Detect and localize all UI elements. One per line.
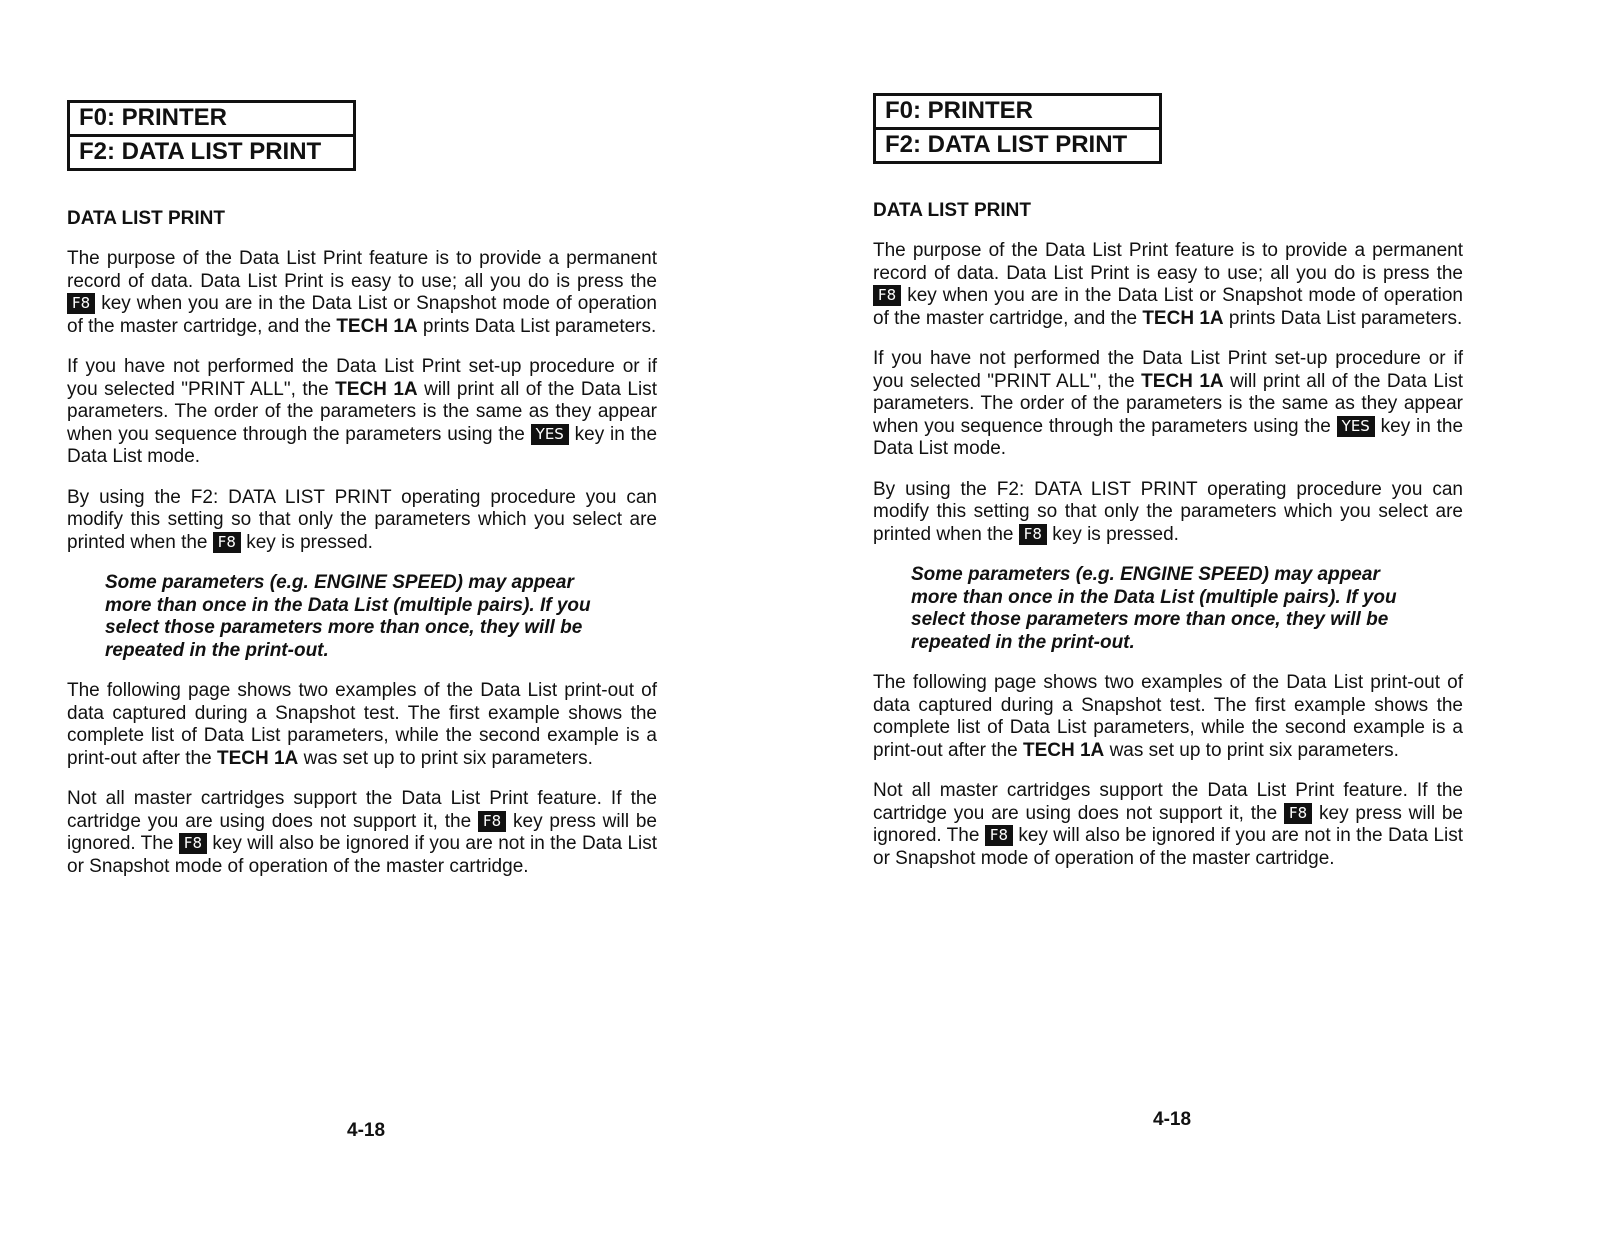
text: The purpose of the Data List Print feature is to provide a permanent record of data. Data List Print is easy to use; all you do is press the	[873, 240, 1463, 284]
paragraph-modify-setting	[873, 479, 1463, 547]
paragraph-print-all	[873, 348, 1463, 461]
text: key is pressed.	[246, 531, 373, 553]
note-multiple-pairs: Some parameters (e.g. ENGINE SPEED) may appear more than once in the Data List (multiple pairs). If you select those parameters more than once, they will be repeated in the print-out.	[911, 564, 1397, 653]
text: key is pressed.	[1052, 523, 1179, 545]
text: was set up to print six parameters.	[303, 747, 593, 769]
f8-key-icon: F8	[67, 293, 95, 314]
text: If you have not performed the Data List Print set-up procedure or if you selected "PRINT ALL", the	[873, 348, 1463, 392]
text: key press will be ignored. The	[67, 810, 658, 854]
section-header-box	[67, 100, 356, 171]
text: key will also be ignored if you are not in the Data List or Snapshot mode of operation of the master cartridge.	[873, 825, 1464, 869]
f8-key-icon: F8	[1284, 803, 1312, 824]
page-content	[873, 200, 1463, 888]
text: key when you are in the Data List or Snapshot mode of operation of the master cartridge, and the	[873, 285, 1463, 329]
text: The following page shows two examples of the Data List print-out of data captured during a Snapshot test. The first example shows the complete list of Data List parameters, while the second example is a print-out after the	[67, 680, 657, 769]
yes-key-icon: YES	[1337, 416, 1375, 437]
text: key in the Data List mode.	[67, 423, 658, 467]
paragraph-examples	[67, 680, 657, 770]
text: will print all of the Data List parameters. The order of the parameters is the same as they appear when you sequence through the parameters using the	[67, 378, 657, 445]
text: key when you are in the Data List or Snapshot mode of operation of the master cartridge, and the	[67, 293, 657, 337]
section-title: DATA LIST PRINT	[67, 208, 225, 229]
product-name: TECH 1A	[336, 315, 418, 337]
text: prints Data List parameters.	[1228, 307, 1463, 329]
page-content	[67, 208, 657, 896]
header-data-list-print: F2: DATA LIST PRINT	[70, 134, 353, 168]
note-multiple-pairs: Some parameters (e.g. ENGINE SPEED) may appear more than once in the Data List (multiple pairs). If you select those parameters more than once, they will be repeated in the print-out.	[105, 572, 591, 661]
page-number: 4-18	[347, 1120, 386, 1141]
text: key will also be ignored if you are not in the Data List or Snapshot mode of operation of the master cartridge.	[67, 833, 658, 877]
right-page	[800, 0, 1600, 1237]
paragraph-purpose	[873, 240, 1463, 330]
header-printer: F0: PRINTER	[79, 104, 228, 131]
header-printer: F0: PRINTER	[885, 97, 1034, 124]
text: key press will be ignored. The	[873, 802, 1464, 846]
paragraph-examples	[873, 672, 1463, 762]
f8-key-icon: F8	[478, 811, 506, 832]
product-name: TECH 1A	[1141, 370, 1224, 392]
product-name: TECH 1A	[1142, 307, 1224, 329]
paragraph-not-supported	[873, 780, 1463, 870]
f8-key-icon: F8	[213, 532, 241, 553]
paragraph-not-supported	[67, 788, 657, 878]
text: If you have not performed the Data List Print set-up procedure or if you selected "PRINT ALL", the	[67, 356, 657, 400]
text: was set up to print six parameters.	[1109, 739, 1399, 761]
f8-key-icon: F8	[985, 825, 1013, 846]
section-title: DATA LIST PRINT	[873, 200, 1031, 221]
text: By using the F2: DATA LIST PRINT operating procedure you can modify this setting so that only the parameters which you select are printed when the	[67, 486, 657, 553]
product-name: TECH 1A	[1022, 739, 1105, 761]
product-name: TECH 1A	[216, 747, 299, 769]
text: The following page shows two examples of the Data List print-out of data captured during a Snapshot test. The first example shows the complete list of Data List parameters, while the second example is a print-out after the	[873, 672, 1463, 761]
header-data-list-print: F2: DATA LIST PRINT	[876, 127, 1159, 161]
text: The purpose of the Data List Print feature is to provide a permanent record of data. Data List Print is easy to use; all you do is press the	[67, 248, 657, 292]
paragraph-modify-setting	[67, 487, 657, 555]
page-number: 4-18	[1153, 1109, 1192, 1130]
paragraph-purpose	[67, 248, 657, 338]
text: will print all of the Data List parameters. The order of the parameters is the same as they appear when you sequence through the parameters using the	[873, 370, 1463, 437]
paragraph-print-all	[67, 356, 657, 469]
text: Not all master cartridges support the Data List Print feature. If the cartridge you are using does not support it, the	[873, 780, 1463, 824]
text: key in the Data List mode.	[873, 415, 1464, 459]
product-name: TECH 1A	[335, 378, 418, 400]
f8-key-icon: F8	[873, 285, 901, 306]
f8-key-icon: F8	[179, 833, 207, 854]
section-header-box	[873, 93, 1162, 164]
f8-key-icon: F8	[1019, 524, 1047, 545]
yes-key-icon: YES	[531, 424, 569, 445]
text: By using the F2: DATA LIST PRINT operating procedure you can modify this setting so that only the parameters which you select are printed when the	[873, 478, 1463, 545]
text: Not all master cartridges support the Data List Print feature. If the cartridge you are using does not support it, the	[67, 788, 657, 832]
text: prints Data List parameters.	[422, 315, 657, 337]
